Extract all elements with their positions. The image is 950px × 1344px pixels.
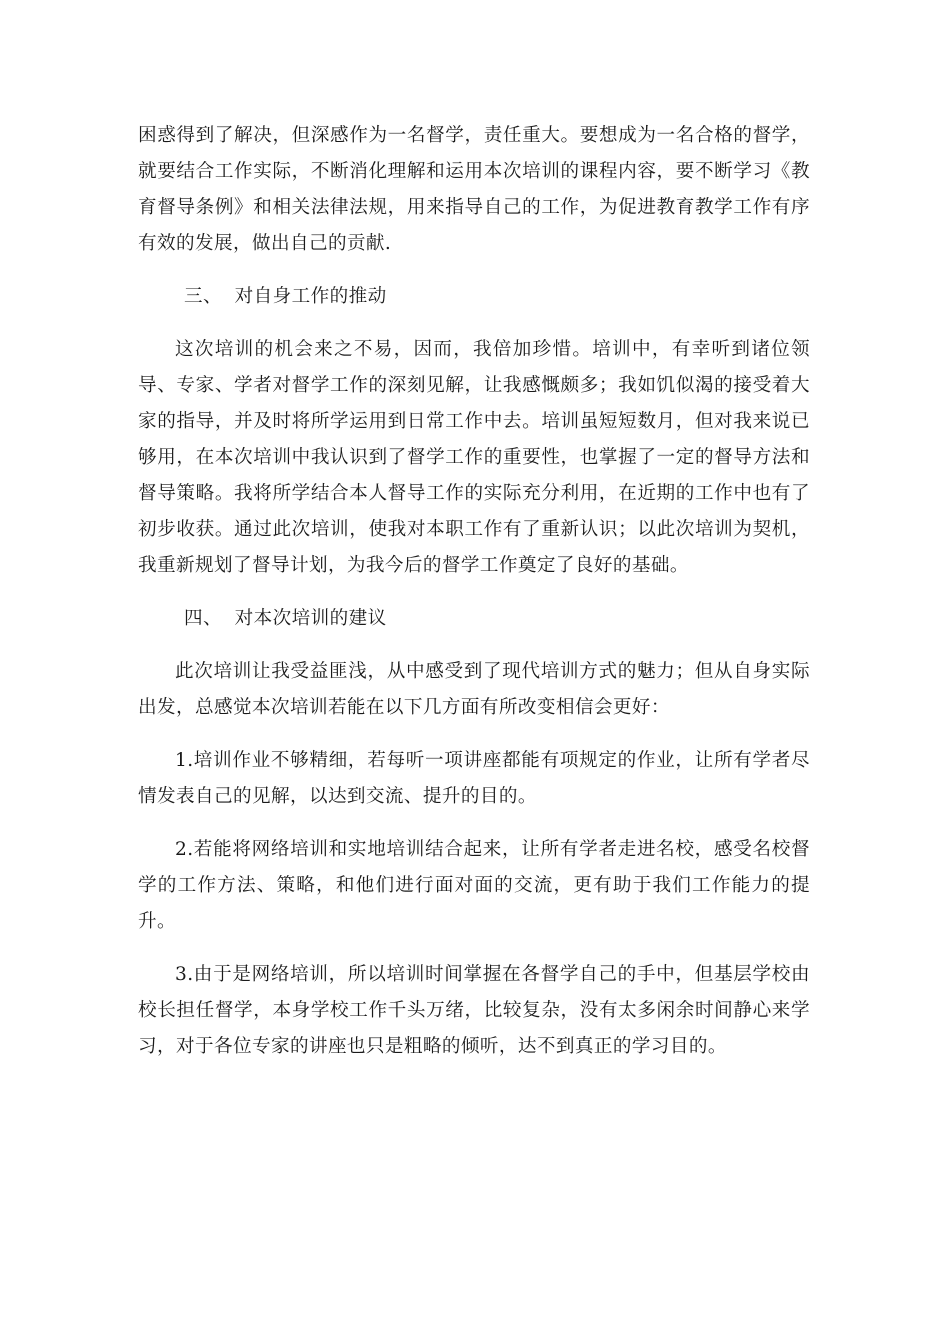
- paragraph-continuation: 困惑得到了解决，但深感作为一名督学，责任重大。要想成为一名合格的督学，就要结合工作实际，不断消化理解和运用本次培训的课程内容，要不断学习《教育督导条例》和相关法律法规，用来指导自己的工作，为促进教育教学工作有序有效的发展，做出自己的贡献.: [138, 125, 810, 254]
- suggestion-item-1: 1.培训作业不够精细，若每听一项讲座都能有项规定的作业，让所有学者尽情发表自己的见解，以达到交流、提升的目的。: [138, 750, 810, 807]
- section-heading-4: 四、 对本次培训的建议: [184, 608, 387, 629]
- suggestion-item-2: 2.若能将网络培训和实地培训结合起来，让所有学者走进名校，感受名校督学的工作方法、策略，和他们进行面对面的交流，更有助于我们工作能力的提升。: [138, 839, 810, 932]
- paragraph-suggestions-intro: 此次培训让我受益匪浅，从中感受到了现代培训方式的魅力；但从自身实际出发，总感觉本次培训若能在以下几方面有所改变相信会更好：: [138, 661, 810, 718]
- paragraph-training-opportunity: 这次培训的机会来之不易，因而，我倍加珍惜。培训中，有幸听到诸位领导、专家、学者对督学工作的深刻见解，让我感慨颇多；我如饥似渴的接受着大家的指导，并及时将所学运用到日常工作中去。培训虽短短数月，但对我来说已够用，在本次培训中我认识到了督学工作的重要性，也掌握了一定的督导方法和督导策略。我将所学结合本人督导工作的实际充分利用，在近期的工作中也有了初步收获。通过此次培训，使我对本职工作有了重新认识；以此次培训为契机，我重新规划了督导计划，为我今后的督学工作奠定了良好的基础。: [138, 339, 810, 576]
- section-heading-3: 三、 对自身工作的推动: [184, 286, 387, 307]
- suggestion-item-3: 3.由于是网络培训，所以培训时间掌握在各督学自己的手中，但基层学校由校长担任督学，本身学校工作千头万绪，比较复杂，没有太多闲余时间静心来学习，对于各位专家的讲座也只是粗略的倾听，达不到真正的学习目的。: [138, 964, 810, 1057]
- document-body: [138, 118, 810, 1065]
